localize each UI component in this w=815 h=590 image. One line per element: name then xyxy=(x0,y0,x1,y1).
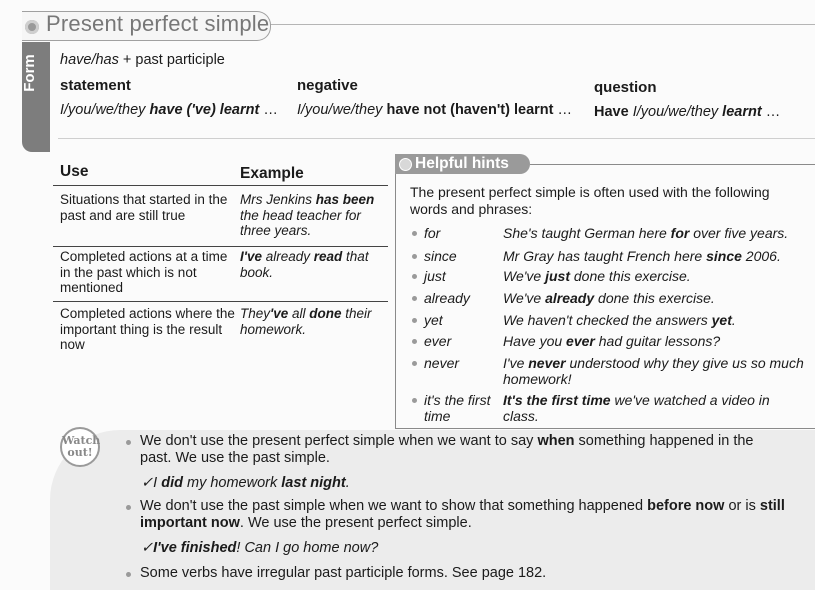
bullet-icon xyxy=(412,361,417,366)
statement-example: I/you/we/they have ('ve) learnt … xyxy=(60,102,278,118)
hints-intro: The present perfect simple is often used with the following words and phrases: xyxy=(410,184,770,217)
hint-word: yet xyxy=(424,312,443,328)
use-header: Use xyxy=(60,163,89,180)
hint-example: We've just done this exercise. xyxy=(503,268,691,284)
watch-point-3: Some verbs have irregular past participle forms. See page 182. xyxy=(140,565,547,581)
watch-out-badge-icon: Watch out! xyxy=(60,427,100,467)
top-rule xyxy=(270,24,815,25)
hint-example: Mr Gray has taught French here since 2006. xyxy=(503,248,781,264)
hint-word: it's the first time xyxy=(424,392,491,424)
table-rule xyxy=(53,185,388,186)
hint-word: ever xyxy=(424,333,452,349)
hints-dot-icon xyxy=(399,158,412,171)
question-example: Have I/you/we/they learnt … xyxy=(594,104,781,120)
title-circle-icon xyxy=(25,20,39,34)
hint-word: since xyxy=(424,248,457,264)
table-rule xyxy=(53,246,388,247)
bullet-icon xyxy=(126,505,131,510)
hint-word: already xyxy=(424,290,470,306)
bullet-icon xyxy=(412,231,417,236)
bullet-icon xyxy=(412,296,417,301)
hint-example: I've never understood why they give us so much homework! xyxy=(503,355,804,387)
hints-title: Helpful hints xyxy=(415,155,509,172)
hint-example: It's the first time we've watched a video in class. xyxy=(503,392,770,424)
form-tab-label: Form xyxy=(21,54,38,92)
bullet-icon xyxy=(126,572,131,577)
example-cell: I've already read that book. xyxy=(240,249,369,280)
watch-example-2: ✓I've finished! Can I go home now? xyxy=(141,540,379,556)
use-cell: Situations that started in the past and are still true xyxy=(60,192,228,223)
use-cell: Completed actions at a time in the past which is not mentioned xyxy=(60,249,228,295)
example-cell: Mrs Jenkins has been the head teacher for three years. xyxy=(240,192,375,238)
hint-word: never xyxy=(424,355,460,371)
question-label: question xyxy=(594,79,657,96)
hint-example: She's taught German here for over five years. xyxy=(503,225,789,241)
bullet-icon xyxy=(412,274,417,279)
hint-word: for xyxy=(424,225,441,241)
bullet-icon xyxy=(412,254,417,259)
formula: have/has + past participle xyxy=(60,52,225,68)
bullet-icon xyxy=(412,339,417,344)
hint-example: We've already done this exercise. xyxy=(503,290,715,306)
watch-point-2: We don't use the past simple when we want to show that something happened before now or is still important now. We use the present perfect simple. xyxy=(140,498,785,531)
hint-example: We haven't checked the answers yet. xyxy=(503,312,736,328)
statement-label: statement xyxy=(60,77,131,94)
example-cell: They've all done their homework. xyxy=(240,306,372,337)
use-cell: Completed actions where the important thing is the result now xyxy=(60,306,235,352)
bullet-icon xyxy=(412,398,417,403)
bullet-icon xyxy=(412,318,417,323)
bullet-icon xyxy=(126,440,131,445)
hint-word: just xyxy=(424,268,446,284)
negative-example: I/you/we/they have not (haven't) learnt … xyxy=(297,102,573,118)
form-divider xyxy=(58,138,815,139)
hint-example: Have you ever had guitar lessons? xyxy=(503,333,721,349)
negative-label: negative xyxy=(297,77,358,94)
page-title: Present perfect simple xyxy=(46,11,270,36)
watch-example-1: ✓I did my homework last night. xyxy=(141,475,350,491)
watch-point-1: We don't use the present perfect simple when we want to say when something happened in the past. We use the past simple. xyxy=(140,433,754,466)
hints-rule xyxy=(530,164,815,165)
table-rule xyxy=(53,301,388,302)
example-header: Example xyxy=(240,165,304,182)
